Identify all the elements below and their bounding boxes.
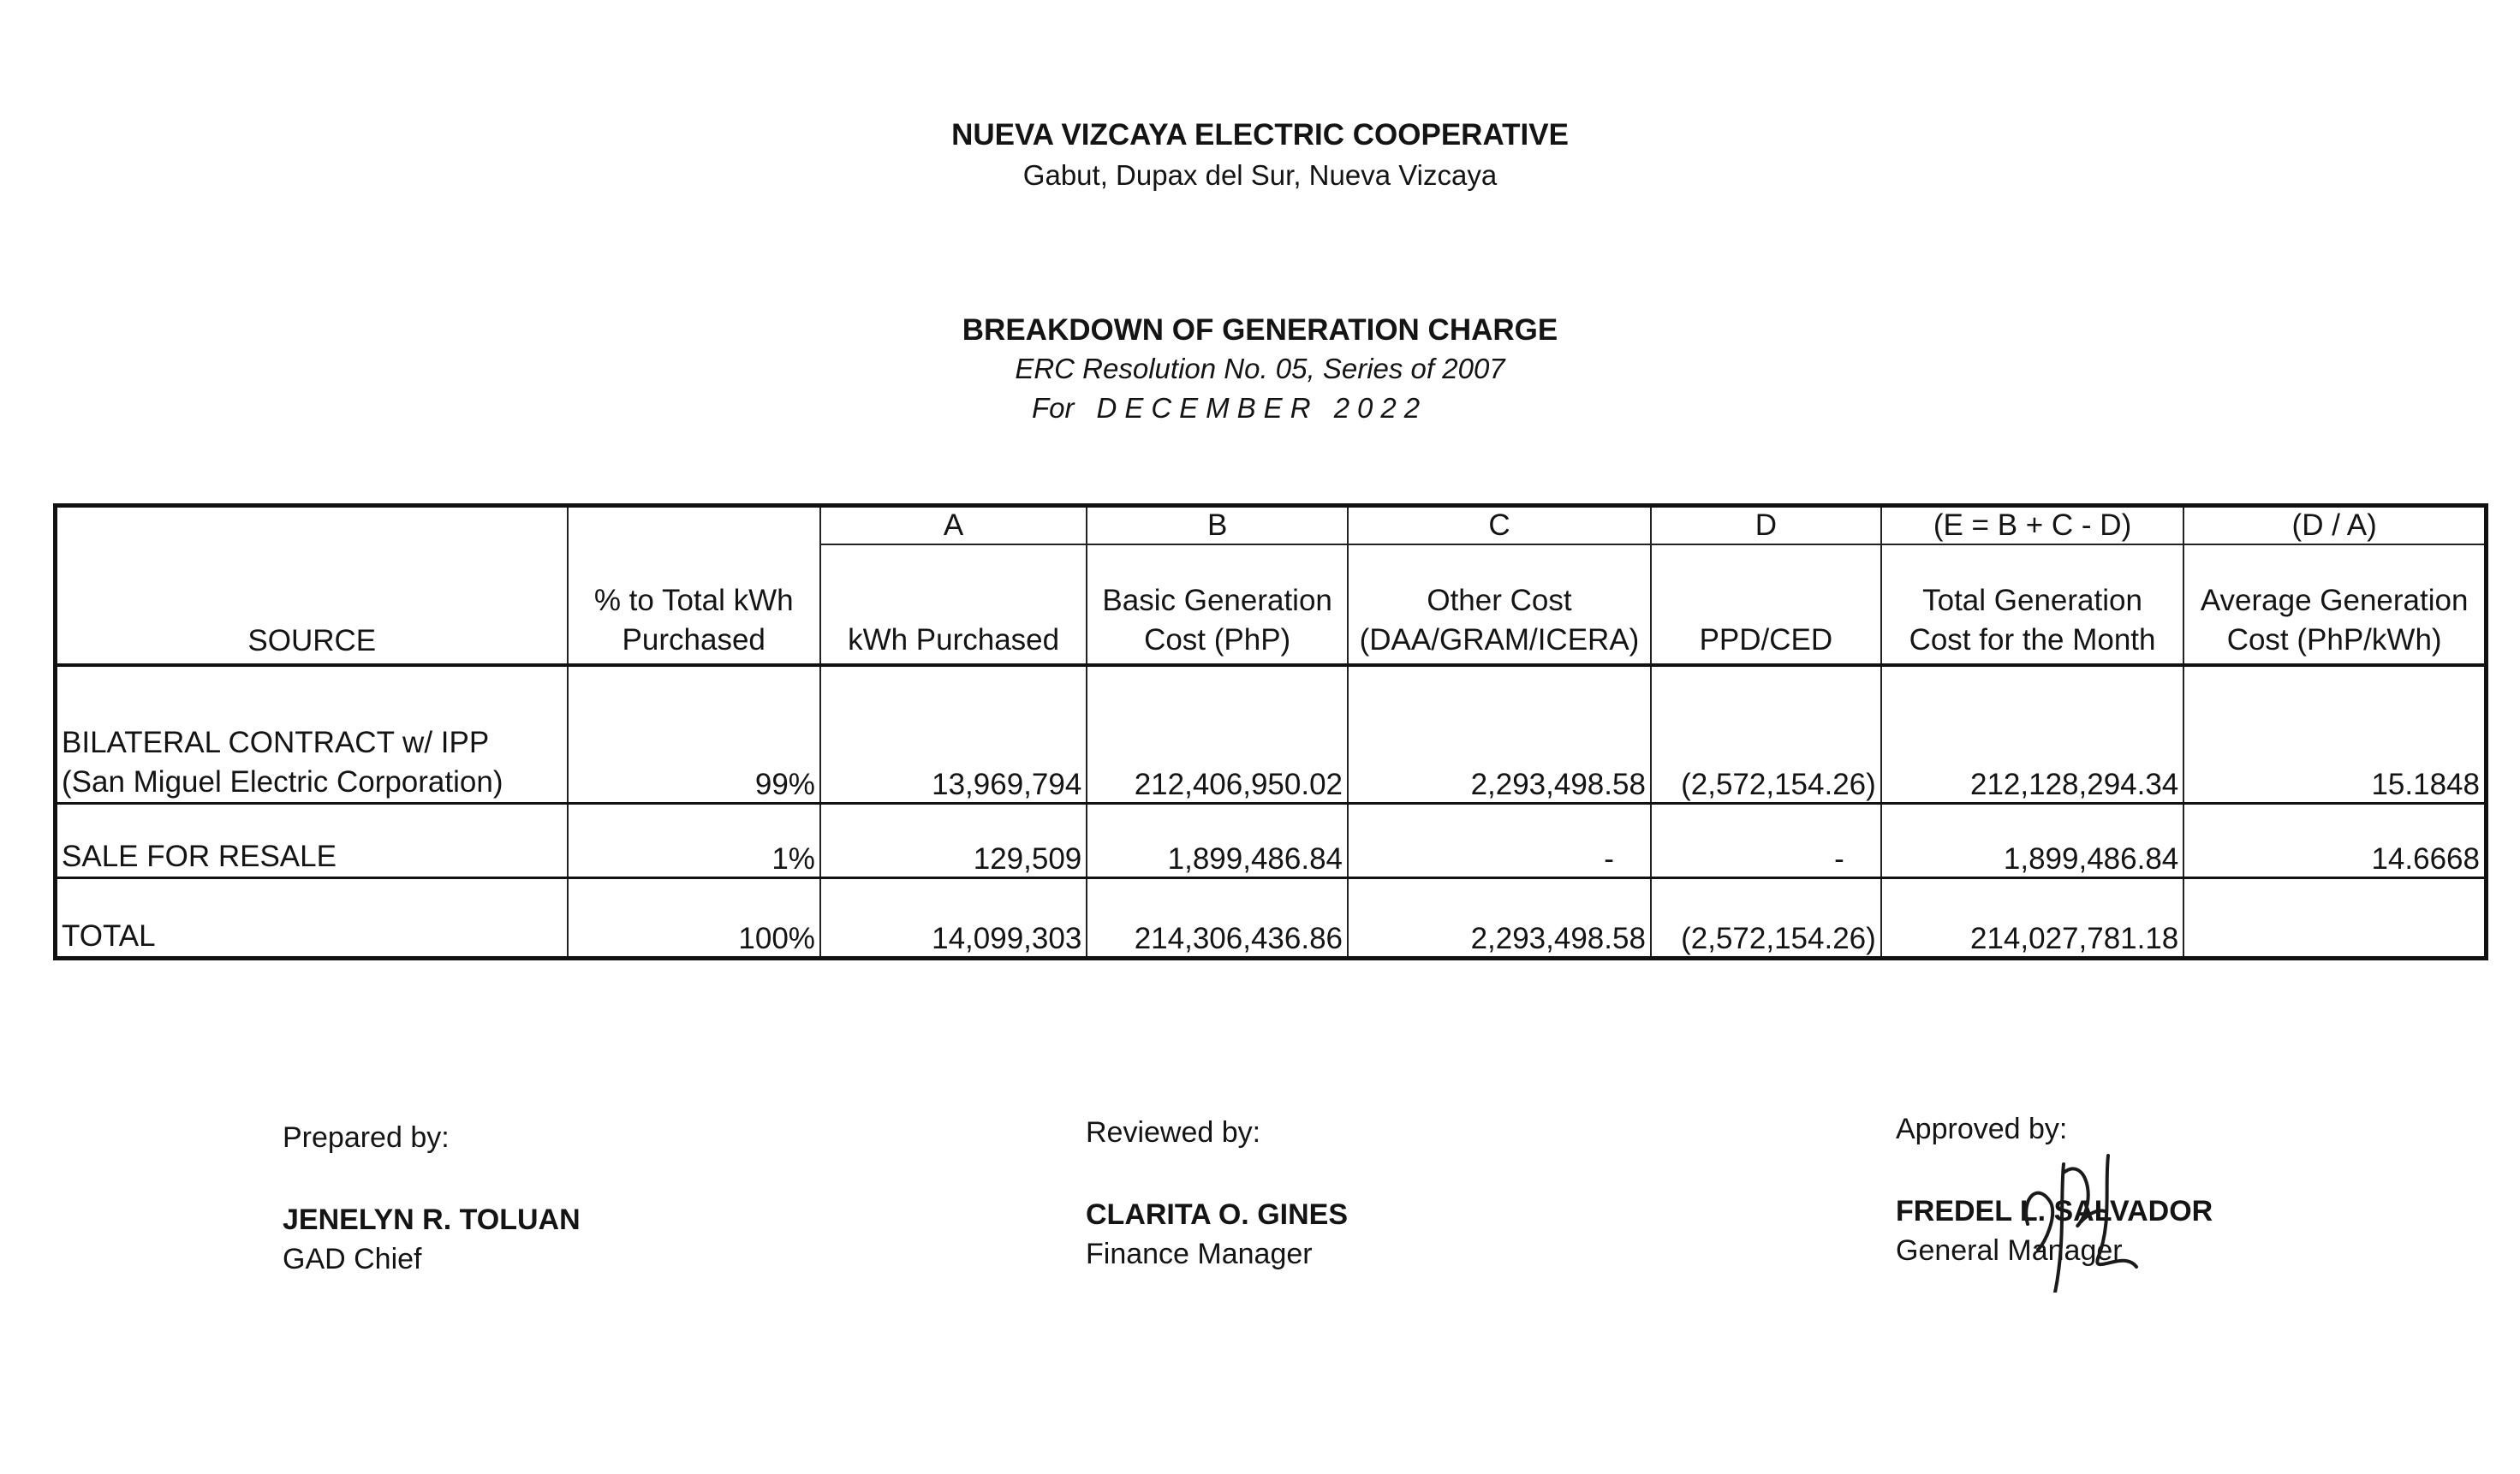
total-row [56,878,2487,959]
pct-cell: 100% [568,878,820,959]
pct-cell: 1% [568,804,820,878]
organization-name: NUEVA VIZCAYA ELECTRIC COOPERATIVE [951,118,1569,152]
other-cost-cell: 2,293,498.58 [1348,665,1651,804]
table-row [56,804,2487,878]
prepared-by-label: Prepared by: [283,1121,450,1154]
kwh-cell: 14,099,303 [820,878,1087,959]
ppd-cell: (2,572,154.26) [1651,665,1881,804]
source-cell: SALE FOR RESALE [56,804,568,878]
reviewed-by-label: Reviewed by: [1086,1116,1261,1149]
col-header-ppd: PPD/CED [1651,544,1881,665]
prepared-by-position: GAD Chief [283,1243,422,1275]
approved-by-label: Approved by: [1896,1113,2068,1145]
source-line2: (San Miguel Electric Corporation) [62,765,503,799]
source-cell [56,665,568,804]
col-header-basic-line1: Basic Generation [1102,584,1332,617]
approved-by-position: General Manager [1896,1234,2123,1267]
approved-by-name: FREDEL L. SALVADOR [1896,1195,2213,1227]
col-header-avg [2183,544,2486,665]
col-header-other [1348,544,1651,665]
billing-period [1032,392,1427,425]
col-header-basic [1087,544,1348,665]
total-cost-cell: 214,027,781.18 [1881,878,2184,959]
reviewed-by-position: Finance Manager [1086,1238,1313,1270]
col-letter-a: A [820,506,1087,545]
col-header-basic-line2: Cost (PhP) [1144,623,1291,657]
table-row [56,665,2487,804]
col-letter-c: C [1348,506,1651,545]
col-header-avg-line2: Cost (PhP/kWh) [2226,623,2442,657]
source-line1: BILATERAL CONTRACT w/ IPP [62,726,490,759]
document-title: BREAKDOWN OF GENERATION CHARGE [962,313,1558,347]
generation-charge-table [53,503,2488,960]
col-header-avg-line1: Average Generation [2200,584,2469,617]
prepared-by-name: JENELYN R. TOLUAN [283,1204,581,1236]
col-letter-b: B [1087,506,1348,545]
column-letter-row [56,506,2487,545]
avg-cost-cell [2183,878,2486,959]
col-header-other-line1: Other Cost [1427,584,1572,617]
total-cost-cell: 1,899,486.84 [1881,804,2184,878]
col-header-pct [568,506,820,666]
col-letter-f: (D / A) [2183,506,2486,545]
period-prefix: For [1032,392,1075,424]
prepared-by-block [283,1121,581,1279]
reviewed-by-name: CLARITA O. GINES [1086,1198,1348,1231]
resolution-reference: ERC Resolution No. 05, Series of 2007 [1015,353,1505,384]
col-header-total [1881,544,2184,665]
basic-cost-cell: 1,899,486.84 [1087,804,1348,878]
basic-cost-cell: 214,306,436.86 [1087,878,1348,959]
col-header-pct-line1: % to Total kWh [593,584,794,617]
source-cell: TOTAL [56,878,568,959]
other-cost-cell: 2,293,498.58 [1348,878,1651,959]
avg-cost-cell: 14.6668 [2183,804,2486,878]
total-cost-cell: 212,128,294.34 [1881,665,2184,804]
basic-cost-cell: 212,406,950.02 [1087,665,1348,804]
organization-address: Gabut, Dupax del Sur, Nueva Vizcaya [1022,159,1498,191]
col-header-other-line2: (DAA/GRAM/ICERA) [1359,623,1640,657]
ppd-cell: - [1651,804,1881,878]
reviewed-by-block [1086,1116,1348,1274]
kwh-cell: 13,969,794 [820,665,1087,804]
col-header-pct-line2: Purchased [622,623,766,657]
col-header-kwh: kWh Purchased [820,544,1087,665]
kwh-cell: 129,509 [820,804,1087,878]
col-header-total-line2: Cost for the Month [1909,623,2156,657]
avg-cost-cell: 15.1848 [2183,665,2486,804]
ppd-cell: (2,572,154.26) [1651,878,1881,959]
col-letter-d: D [1651,506,1881,545]
period-month: DECEMBER 2022 [1096,392,1428,424]
other-cost-cell: - [1348,804,1651,878]
col-header-total-line1: Total Generation [1922,584,2142,617]
col-header-source: SOURCE [56,506,568,666]
handwritten-signature [2004,1121,2175,1293]
pct-cell: 99% [568,665,820,804]
col-letter-e: (E = B + C - D) [1881,506,2184,545]
